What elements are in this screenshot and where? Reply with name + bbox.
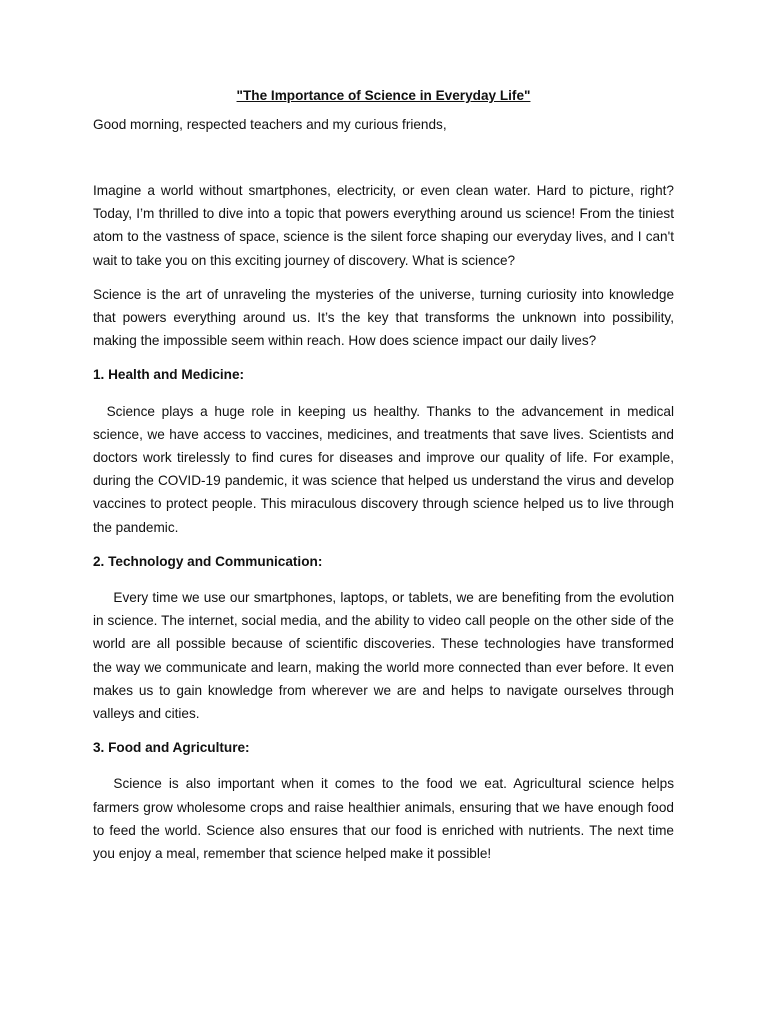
section-heading-health: 1. Health and Medicine:	[93, 367, 245, 383]
document-body	[93, 86, 674, 876]
page-title: "The Importance of Science in Everyday Life"	[236, 88, 531, 103]
section-heading-technology: 2. Technology and Communication:	[93, 553, 323, 569]
section-body-health: Science plays a huge role in keeping us healthy. Thanks to the advancement in medical science, we have access to vaccines, medicines, and treatments that save lives. Scientists and doctors work tirelessly to find cures for diseases and improve our quality of life. For example, during the COVID-19 pandemic, it was science that helped us understand the virus and develop vaccines to protect people. This miraculous discovery through science helped us to live through the pandemic.	[93, 403, 674, 535]
section-body-technology: Every time we use our smartphones, laptops, or tablets, we are benefiting from the evolution in science. The internet, social media, and the ability to video call people on the other side of the world are all possible because of scientific discoveries. These technologies have transformed the way we communicate and learn, making the world more connected than ever before. It even makes us to gain knowledge from wherever we are and helps to navigate ourselves through valleys and cities.	[93, 590, 674, 722]
section-heading-food: 3. Food and Agriculture:	[93, 740, 250, 756]
intro-paragraph: Imagine a world without smartphones, electricity, or even clean water. Hard to picture, right? Today, I’m thrilled to dive into a topic that powers everything around us science! From the tiniest atom to the vastness of space, science is the silent force shaping our everyday lives, and I can't wait to take you on this exciting journey of discovery. What is science?	[93, 183, 674, 268]
definition-paragraph: Science is the art of unraveling the mysteries of the universe, turning curiosity into knowledge that powers everything around us. It’s the key that transforms the unknown into possibility, making the impossible seem within reach. How does science impact our daily lives?	[93, 286, 674, 349]
section-body-food: Science is also important when it comes to the food we eat. Agricultural science helps farmers grow wholesome crops and raise healthier animals, ensuring that we have enough food to feed the world. Science also ensures that our food is enriched with nutrients. The next time you enjoy a meal, remember that science helped make it possible!	[93, 776, 674, 862]
greeting-line: Good morning, respected teachers and my curious friends,	[93, 117, 447, 132]
